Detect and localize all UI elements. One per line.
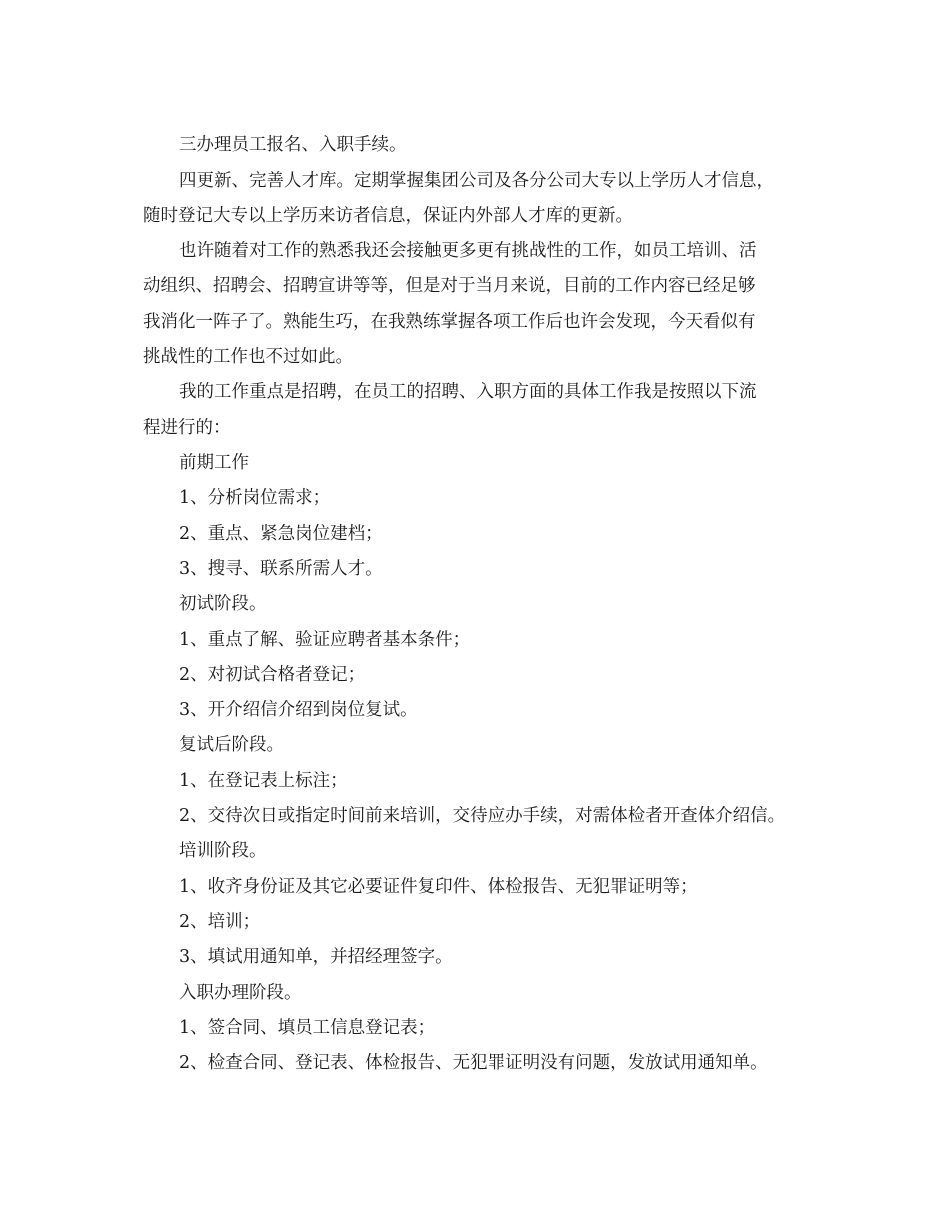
text-line: 3、开介绍信介绍到岗位复试。 — [179, 700, 418, 720]
text-line: 2、交待次日或指定时间前来培训，交待应办手续，对需体检者开查体介绍信。 — [179, 806, 786, 826]
text-line: 程进行的： — [143, 418, 231, 438]
text-line: 复试后阶段。 — [179, 735, 284, 755]
text-line: 2、培训； — [179, 912, 261, 932]
text-line: 动组织、招聘会、招聘宣讲等等，但是对于当月来说，目前的工作内容已经足够 — [143, 276, 756, 296]
text-line: 1、分析岗位需求； — [179, 488, 331, 508]
text-line: 2、对初试合格者登记； — [179, 665, 366, 685]
text-line: 培训阶段。 — [179, 841, 267, 861]
text-line: 3、填试用通知单，并招经理签字。 — [179, 947, 453, 967]
text-line: 3、搜寻、联系所需人才。 — [179, 559, 383, 579]
text-line: 三办理员工报名、入职手续。 — [179, 135, 407, 155]
text-line: 2、检查合同、登记表、体检报告、无犯罪证明没有问题，发放试用通知单。 — [179, 1053, 768, 1073]
text-line: 前期工作 — [179, 453, 249, 473]
text-line: 挑战性的工作也不过如此。 — [143, 347, 353, 367]
text-line: 也许随着对工作的熟悉我还会接触更多更有挑战性的工作，如员工培训、活 — [179, 241, 757, 261]
text-line: 入职办理阶段。 — [179, 983, 302, 1003]
text-line: 初试阶段。 — [179, 594, 267, 614]
text-line: 1、签合同、填员工信息登记表； — [179, 1018, 436, 1038]
text-line: 我消化一阵子了。熟能生巧，在我熟练掌握各项工作后也许会发现，今天看似有 — [143, 312, 756, 332]
text-line: 1、收齐身份证及其它必要证件复印件、体检报告、无犯罪证明等； — [179, 877, 698, 897]
text-line: 1、在登记表上标注； — [179, 771, 348, 791]
text-line: 1、重点了解、验证应聘者基本条件； — [179, 630, 471, 650]
text-line: 四更新、完善人才库。定期掌握集团公司及各分公司大专以上学历人才信息， — [179, 171, 774, 191]
text-line: 随时登记大专以上学历来访者信息，保证内外部人才库的更新。 — [143, 206, 633, 226]
text-line: 2、重点、紧急岗位建档； — [179, 524, 383, 544]
text-line: 我的工作重点是招聘，在员工的招聘、入职方面的具体工作我是按照以下流 — [179, 382, 757, 402]
